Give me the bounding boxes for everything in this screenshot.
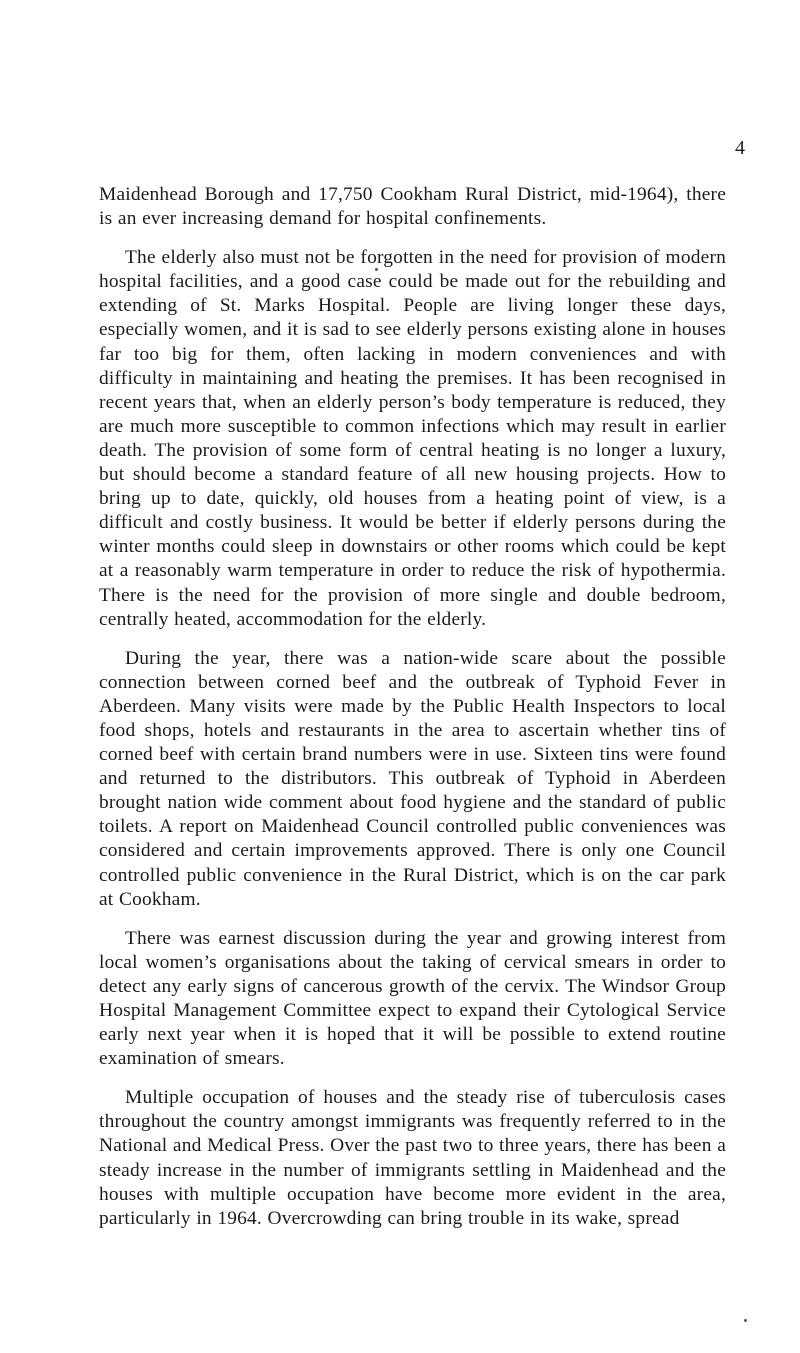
print-speck	[744, 1319, 747, 1322]
paragraph-hospital-confinements: Maidenhead Borough and 17,750 Cookham Rural District, mid-1964), there is an ever increasing demand for hospital confinements.	[99, 184, 726, 230]
body-text	[99, 183, 726, 1231]
print-speck	[375, 268, 378, 271]
paragraph-elderly-care: The elderly also must not be forgotten in the need for provision of modern hospital facilities, and a good case could be made out for the rebuilding and extending of St. Marks Hospital. People are living longer these days, especially women, and it is sad to see elderly persons existing alone in houses far too big for them, often lacking in modern conveniences and with difficulty in maintaining and heating the premises. It has been recognised in recent years that, when an elderly person’s body temperature is reduced, they are much more susceptible to common infections which may result in earlier death. The provision of some form of central heating is no longer a luxury, but should become a standard feature of all new housing projects. How to bring up to date, quickly, old houses from a heating point of view, is a difficult and costly business. It would be better if elderly persons during the winter months could sleep in downstairs or other rooms which could be kept at a reasonably warm temperature in order to reduce the risk of hypothermia. There is the need for the provision of more single and double bedroom, centrally heated, accommodation for the elderly.	[99, 247, 726, 630]
paragraph-typhoid-scare: During the year, there was a nation-wide scare about the possible connection between corned beef and the outbreak of Typhoid Fever in Aberdeen. Many visits were made by the Public Health Inspectors to local food shops, hotels and restaurants in the area to ascertain whether tins of corned beef with certain brand numbers were in use. Sixteen tins were found and returned to the distributors. This outbreak of Typhoid in Aberdeen brought nation wide comment about food hygiene and the standard of public toilets. A report on Maidenhead Council controlled public conveniences was considered and certain improvements approved. There is only one Council controlled public convenience in the Rural District, which is on the car park at Cookham.	[99, 647, 726, 910]
paragraph-multiple-occupation: Multiple occupation of houses and the steady rise of tuberculosis cases throughout the country amongst immigrants was frequently referred to in the National and Medical Press. Over the past two to three years, there has been a steady increase in the number of immigrants settling in Maidenhead and the houses with multiple occupation have become more evident in the area, particularly in 1964. Overcrowding can bring trouble in its wake, spread	[99, 1087, 726, 1229]
page-number: 4	[735, 137, 745, 159]
paragraph-cervical-smears: There was earnest discussion during the year and growing interest from local women’s organisations about the taking of cervical smears in order to detect any early signs of cancerous growth of the cervix. The Windsor Group Hospital Management Committee expect to expand their Cytological Service early next year when it is hoped that it will be possible to extend routine examination of smears.	[99, 927, 726, 1070]
